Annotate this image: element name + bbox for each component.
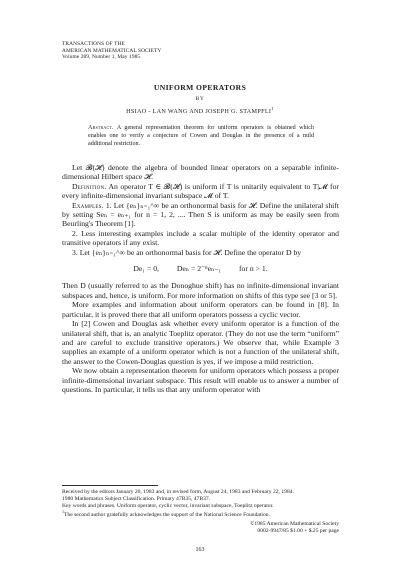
- paragraph-1: Let 𝓑(𝓗) denote the algebra of bounded linear operators on a separable infinite-dimensional Hilbert space 𝓗.: [62, 163, 339, 182]
- equation-part-3: for n > 1.: [238, 264, 268, 274]
- copyright-line: ©1985 American Mathematical Society: [250, 521, 339, 527]
- footnote-received: Received by the editors January 20, 1983 and, in revised form, August 24, 1983 and February 22, 1984.: [62, 489, 294, 495]
- price-line: 0002-9947/85 $1.00 + $.25 per page: [257, 527, 339, 534]
- journal-header: [62, 41, 161, 61]
- support-footnote-mark: 1: [62, 509, 64, 515]
- equation-donoghue: [62, 264, 339, 273]
- equation-part-1: De₁ = 0,: [133, 264, 159, 274]
- paragraph-example-3: 3. Let {eₙ}ₙ₌₁^∞ be an orthonormal basis for 𝓗. Define the operator D by: [72, 247, 302, 257]
- paper-title: UNIFORM OPERATORS: [153, 83, 247, 92]
- paragraph-donoghue: Then D (usually referred to as the Donoghue shift) has no infinite-dimensional invariant subspaces and, hence, is uniform. For more information on shifts of this type see [3 or 5].: [62, 281, 339, 300]
- examples-label: Examples.: [72, 200, 104, 210]
- footnote-rule: [62, 485, 158, 486]
- support-text: The second author gratefully acknowledges the support of the National Science Foundation.: [64, 512, 270, 519]
- footnote-support: [62, 509, 339, 519]
- paragraph-representation: We now obtain a representation theorem for uniform operators which possess a proper infinite-dimensional invariant subspace. This result will enable us to answer a number of questions. In particular, it tells us that any uniform operator with: [62, 366, 339, 394]
- page-number: 163: [195, 547, 205, 553]
- abstract: [88, 124, 314, 148]
- example-1-text: 1. Let {eₙ}ₙ₌₁^∞ be an orthonormal basis for 𝓗. Define the unilateral shift by setting Seₙ = eₙ₊₁ for n = 1, 2, .... Then S is uniform as may be easily seen from Beurling's Theorem [1].: [62, 200, 340, 229]
- paragraph-examples: [62, 201, 339, 229]
- definition-label: Definition.: [72, 181, 107, 191]
- footnote-msc: 1980 Mathematics Subject Classification. Primary 47B35, 47B37.: [62, 495, 211, 502]
- abstract-label: Abstract.: [88, 125, 114, 131]
- by-line: BY: [195, 96, 205, 102]
- definition-text: An operator T ∈ 𝓑(𝓗) is uniform if T is unitarily equivalent to T|𝓜 for every infinite-dimensional invariant subspace 𝓜 of T.: [62, 181, 339, 201]
- journal-line-2: AMERICAN MATHEMATICAL SOCIETY: [62, 47, 162, 54]
- footnotes: [62, 489, 339, 519]
- authors: [0, 106, 400, 115]
- author-footnote-mark: 1: [271, 106, 274, 111]
- paragraph-cowen-douglas: In [2] Cowen and Douglas ask whether every uniform operator is a function of the unilateral shift, that is, an analytic Toeplitz operator. (They do not use the term “uniform” and are careful to exclude transitive operators.) We observe that, while Example 3 supplies an example of a uniform operator which is not a function of the unilateral shift, the answer to the Cowen-Douglas question is yes, if we impose a mild restriction.: [62, 319, 339, 366]
- journal-line-1: TRANSACTIONS OF THE: [62, 41, 125, 47]
- equation-part-2: Deₙ = 2⁻ⁿeₙ₋₁: [176, 264, 222, 274]
- author-names: HSIAO - LAN WANG AND JOSEPH G. STAMPFLI: [126, 108, 272, 116]
- body-text: [62, 163, 339, 394]
- copyright-block: [250, 521, 339, 535]
- footnote-keywords: Key words and phrases. Uniform operator, cyclic vector, invariant subspace, Toeplitz operator.: [62, 502, 274, 509]
- journal-line-3: Volume 289, Number 1, May 1985: [62, 54, 141, 61]
- paragraph-definition: [62, 182, 339, 201]
- paragraph-more-examples: More examples and information about uniform operators can be found in [8]. In particular, it is proved there that all uniform operators possess a cyclic vector.: [62, 300, 339, 319]
- abstract-text: A general representation theorem for uniform operators is obtained which enables one to verify a conjecture of Cowen and Douglas in the presence of a mild additional restriction.: [88, 125, 314, 147]
- paragraph-example-2: 2. Less interesting examples include a scalar multiple of the identity operator and transitive operators if any exist.: [62, 228, 339, 248]
